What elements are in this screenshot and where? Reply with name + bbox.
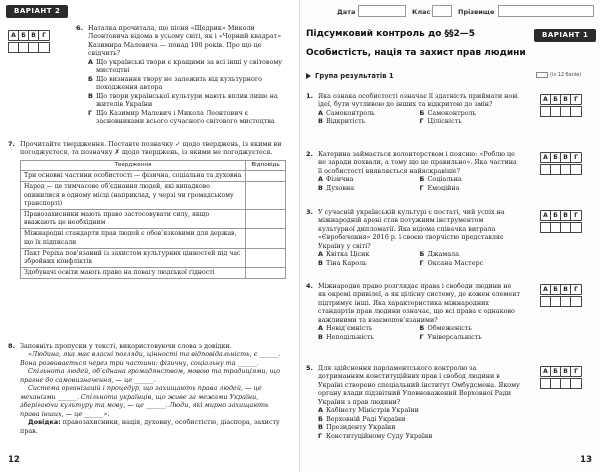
hint-label: Довідка: [28,418,61,427]
option-v: В Що твори української культури мають вплив лише на жителів України [88,91,278,109]
answer-box[interactable] [39,43,49,52]
question-text: Наталка прочитала, що пісня «Щедрик» Миколи Леонтовича відома в усьому світі, як і «Чорний квадрат» Казимира Малевича — понад 100 років. Про що це свідчить? [88,24,282,58]
answer-letter: В [29,31,39,40]
answer-box[interactable] [561,297,571,306]
option-v: В Духовна [318,183,355,192]
surname-field[interactable] [498,5,594,17]
page-subtitle: Особистість, нація та захист прав людини [306,48,526,58]
option-v: В Неподільність [318,332,374,341]
answer-grid-q6 [8,30,50,53]
answer-cell[interactable] [246,248,286,267]
answer-box[interactable] [561,107,571,116]
hint-text: правозахисники, нація, духовну, особистістю, діаспора, захисту прав. [20,418,280,435]
question-text: Заповніть пропуски у тексті, використовуючи слова з довідки. [20,342,232,350]
surname-label: Прізвище [458,8,495,16]
table-row: Здобувачі освіти мають право на повагу людської гідності [21,268,286,279]
right-page [300,0,600,472]
score-field[interactable] [536,72,548,78]
answer-box[interactable] [571,297,581,306]
option-v: В Тіна Кароль [318,258,367,267]
question-text: Прочитайте твердження. Поставте позначку ✓ щодо тверджень, із якими ви погоджуєтеся, та позначку ✗ щодо тверджень, із якими не погоджуєтеся. [20,140,282,157]
answer-box[interactable] [29,43,39,52]
answer-grid-q2: А Б В Г [540,152,582,175]
option-b: Б Джамала [419,250,460,259]
answer-cell[interactable] [246,171,286,182]
page-number-right: 13 [580,454,592,465]
page-title: Підсумковий контроль до §§2—5 [306,29,476,39]
option-g: Г Що Казимир Малевич і Микола Леонтович є засновниками всього сучасного світового мистецтва [88,108,275,125]
answer-box[interactable] [541,223,551,232]
option-b: Б Обмеженість [419,324,472,333]
option-a: А Невід’ємність [318,324,373,333]
table-row: Правозахисники мають право застосовувати силу, якщо вважають це необхідним [21,210,286,229]
answer-grid-q4: А Б В Г [540,284,582,307]
question-8 [8,342,286,435]
table-row: Пакт Реріха пов’язаний із захистом культурних цінностей під час збройних конфліктів [21,248,286,267]
answer-box[interactable] [551,165,561,174]
date-label: Дата [337,8,356,16]
answer-box[interactable] [551,223,561,232]
table-row: Народ — це тимчасове об’єднання людей, які випадково опинилися в одному місці (наприклад, у черзі чи громадському транспорті) [21,182,286,210]
answer-box[interactable] [541,297,551,306]
question-2: 2. Катерина займається волонтерством і поясню: «Роблю це не заради похвали, а тому що це правильно». Яка частина її особистості виявляється найяскравіше? А Фізична Б Соціальна В Духовна Г Емоційна [306,150,521,192]
question-6 [76,24,286,125]
question-5: 5. Для здійснення парламентського контролю за дотриманням конституційних прав і свобод людини в Україні створено спеціальний інститут Омбудсмена. Якому органу влади підзвітний Уповноважений Верховної Ради України з прав людини? А Кабінету Міністрів України Б Верховній Раді України В Президенту України Г Конституційному Суду України [306,364,520,440]
question-number: 6. [76,24,83,32]
statements-table [20,160,286,279]
option-g: Г Оксана Мастерс [419,258,484,267]
table-header-answer: Відповідь [246,160,286,170]
option-a: А Що українські твори є кращими за всі інші у світовому мистецтві [88,57,283,75]
class-field[interactable] [432,5,452,17]
question-3: 3. У сучасній українській культурі є постаті, чий успіх на міжнародній арені став потужним інструментом культурної дипломатії. Яка відома співачка виграла «Євробачення» 2016 р. і своєю творчістю представляє Україну у світі? А Квітка Цісик Б Джамала В Тіна Кароль Г Оксана Мастерс [306,208,521,267]
variant-badge-right: ВАРІАНТ 1 [534,29,596,42]
score-box: (із 12 балів) [536,72,581,79]
passage-line: Спільнота людей, об’єднана громадянством, мовою та традиціями, що прагне до самовизначення, — це ______. [20,367,280,384]
answer-box[interactable] [561,165,571,174]
answer-grid-q5: А Б В Г [540,366,582,389]
class-label: Клас [412,8,431,16]
question-4: 4. Міжнародне право розглядає права і свободи людини не як окремі привілеї, а як цілісну систему, де кожен елемент підтримує інші. Яка характеристика міжнародних стандартів прав людини означає, що всі права є однаково важливими та взаємопов’язаними? А Невід’ємність Б Обмеженість В Неподільність Г Універсальність [306,282,521,341]
answer-box[interactable] [571,223,581,232]
option-v: В Президенту України [318,423,396,432]
answer-box[interactable] [541,107,551,116]
answer-box[interactable] [19,43,29,52]
table-header-statement: Твердження [21,160,246,170]
answer-box[interactable] [571,379,581,388]
question-7 [8,140,286,279]
option-g: Г Цілісність [419,117,462,126]
option-a: А Самоконтроль [318,108,375,117]
answer-grid-q3: А Б В Г [540,210,582,233]
option-a: А Кабінету Міністрів України [318,406,419,415]
answer-box[interactable] [561,379,571,388]
option-v: В Відкритість [318,117,366,126]
option-b: Б Верховній Раді України [318,414,406,423]
option-a: А Квітка Цісик [318,250,370,259]
group-heading: Група результатів 1 [306,72,394,81]
answer-cell[interactable] [246,182,286,210]
option-g: Г Універсальність [419,332,482,341]
table-row: Три основні частини особистості — фізична, соціальна та духовна [21,171,286,182]
answer-cell[interactable] [246,210,286,229]
option-g: Г Конституційному Суду України [318,431,433,440]
date-field[interactable] [358,5,406,17]
answer-box[interactable] [571,107,581,116]
option-a: А Фізична [318,175,354,184]
answer-letter: Г [42,32,46,39]
option-b: Б Самоконтроль [419,108,477,117]
answer-letter: А [9,31,19,40]
hint [20,418,286,435]
option-b: Б Соціальна [419,175,462,184]
option-b: Б Що визнання твору не залежить від культурного походження автора [88,74,263,92]
answer-box[interactable] [561,223,571,232]
triangle-bullet-icon [306,73,311,79]
answer-box[interactable] [551,107,561,116]
answer-grid-q1: А Б В Г [540,94,582,117]
answer-cell[interactable] [246,229,286,248]
passage-line: «Людина, яка має власні погляди, цінності та відповідальність, є ______. Вона розвивається через три частини: фізичну, соціальну та ______. [20,350,281,367]
answer-letter: Б [19,31,29,40]
answer-box[interactable] [541,379,551,388]
answer-box[interactable] [551,297,561,306]
page-number-left: 12 [8,454,20,465]
answer-box[interactable] [571,165,581,174]
answer-cell[interactable] [246,268,286,279]
answer-box[interactable] [541,165,551,174]
table-row: Міжнародні стандарти прав людей є обов’язковими для держав, що їх підписали [21,229,286,248]
question-1: 1. Яка ознака особистості означає її здатність приймати нові ідеї, бути чутливою до інших та відкритою до змін? А Самоконтроль Б Самоконтроль В Відкритість Г Цілісність [306,92,521,126]
question-number: 7. [8,140,15,148]
answer-box[interactable] [551,379,561,388]
passage-line: Система організацій і процедур, що захищають права людей, — це механізми ______. Спільнота українців, що живе за межами України, зберігаючи культуру та мову, — це ______. Люди, які мирно захищають права інших, — це ______». [20,384,269,418]
variant-badge-left: ВАРІАНТ 2 [6,5,68,18]
option-g: Г Емоційна [419,183,460,192]
answer-box[interactable] [9,43,19,52]
question-number: 8. [8,342,15,350]
